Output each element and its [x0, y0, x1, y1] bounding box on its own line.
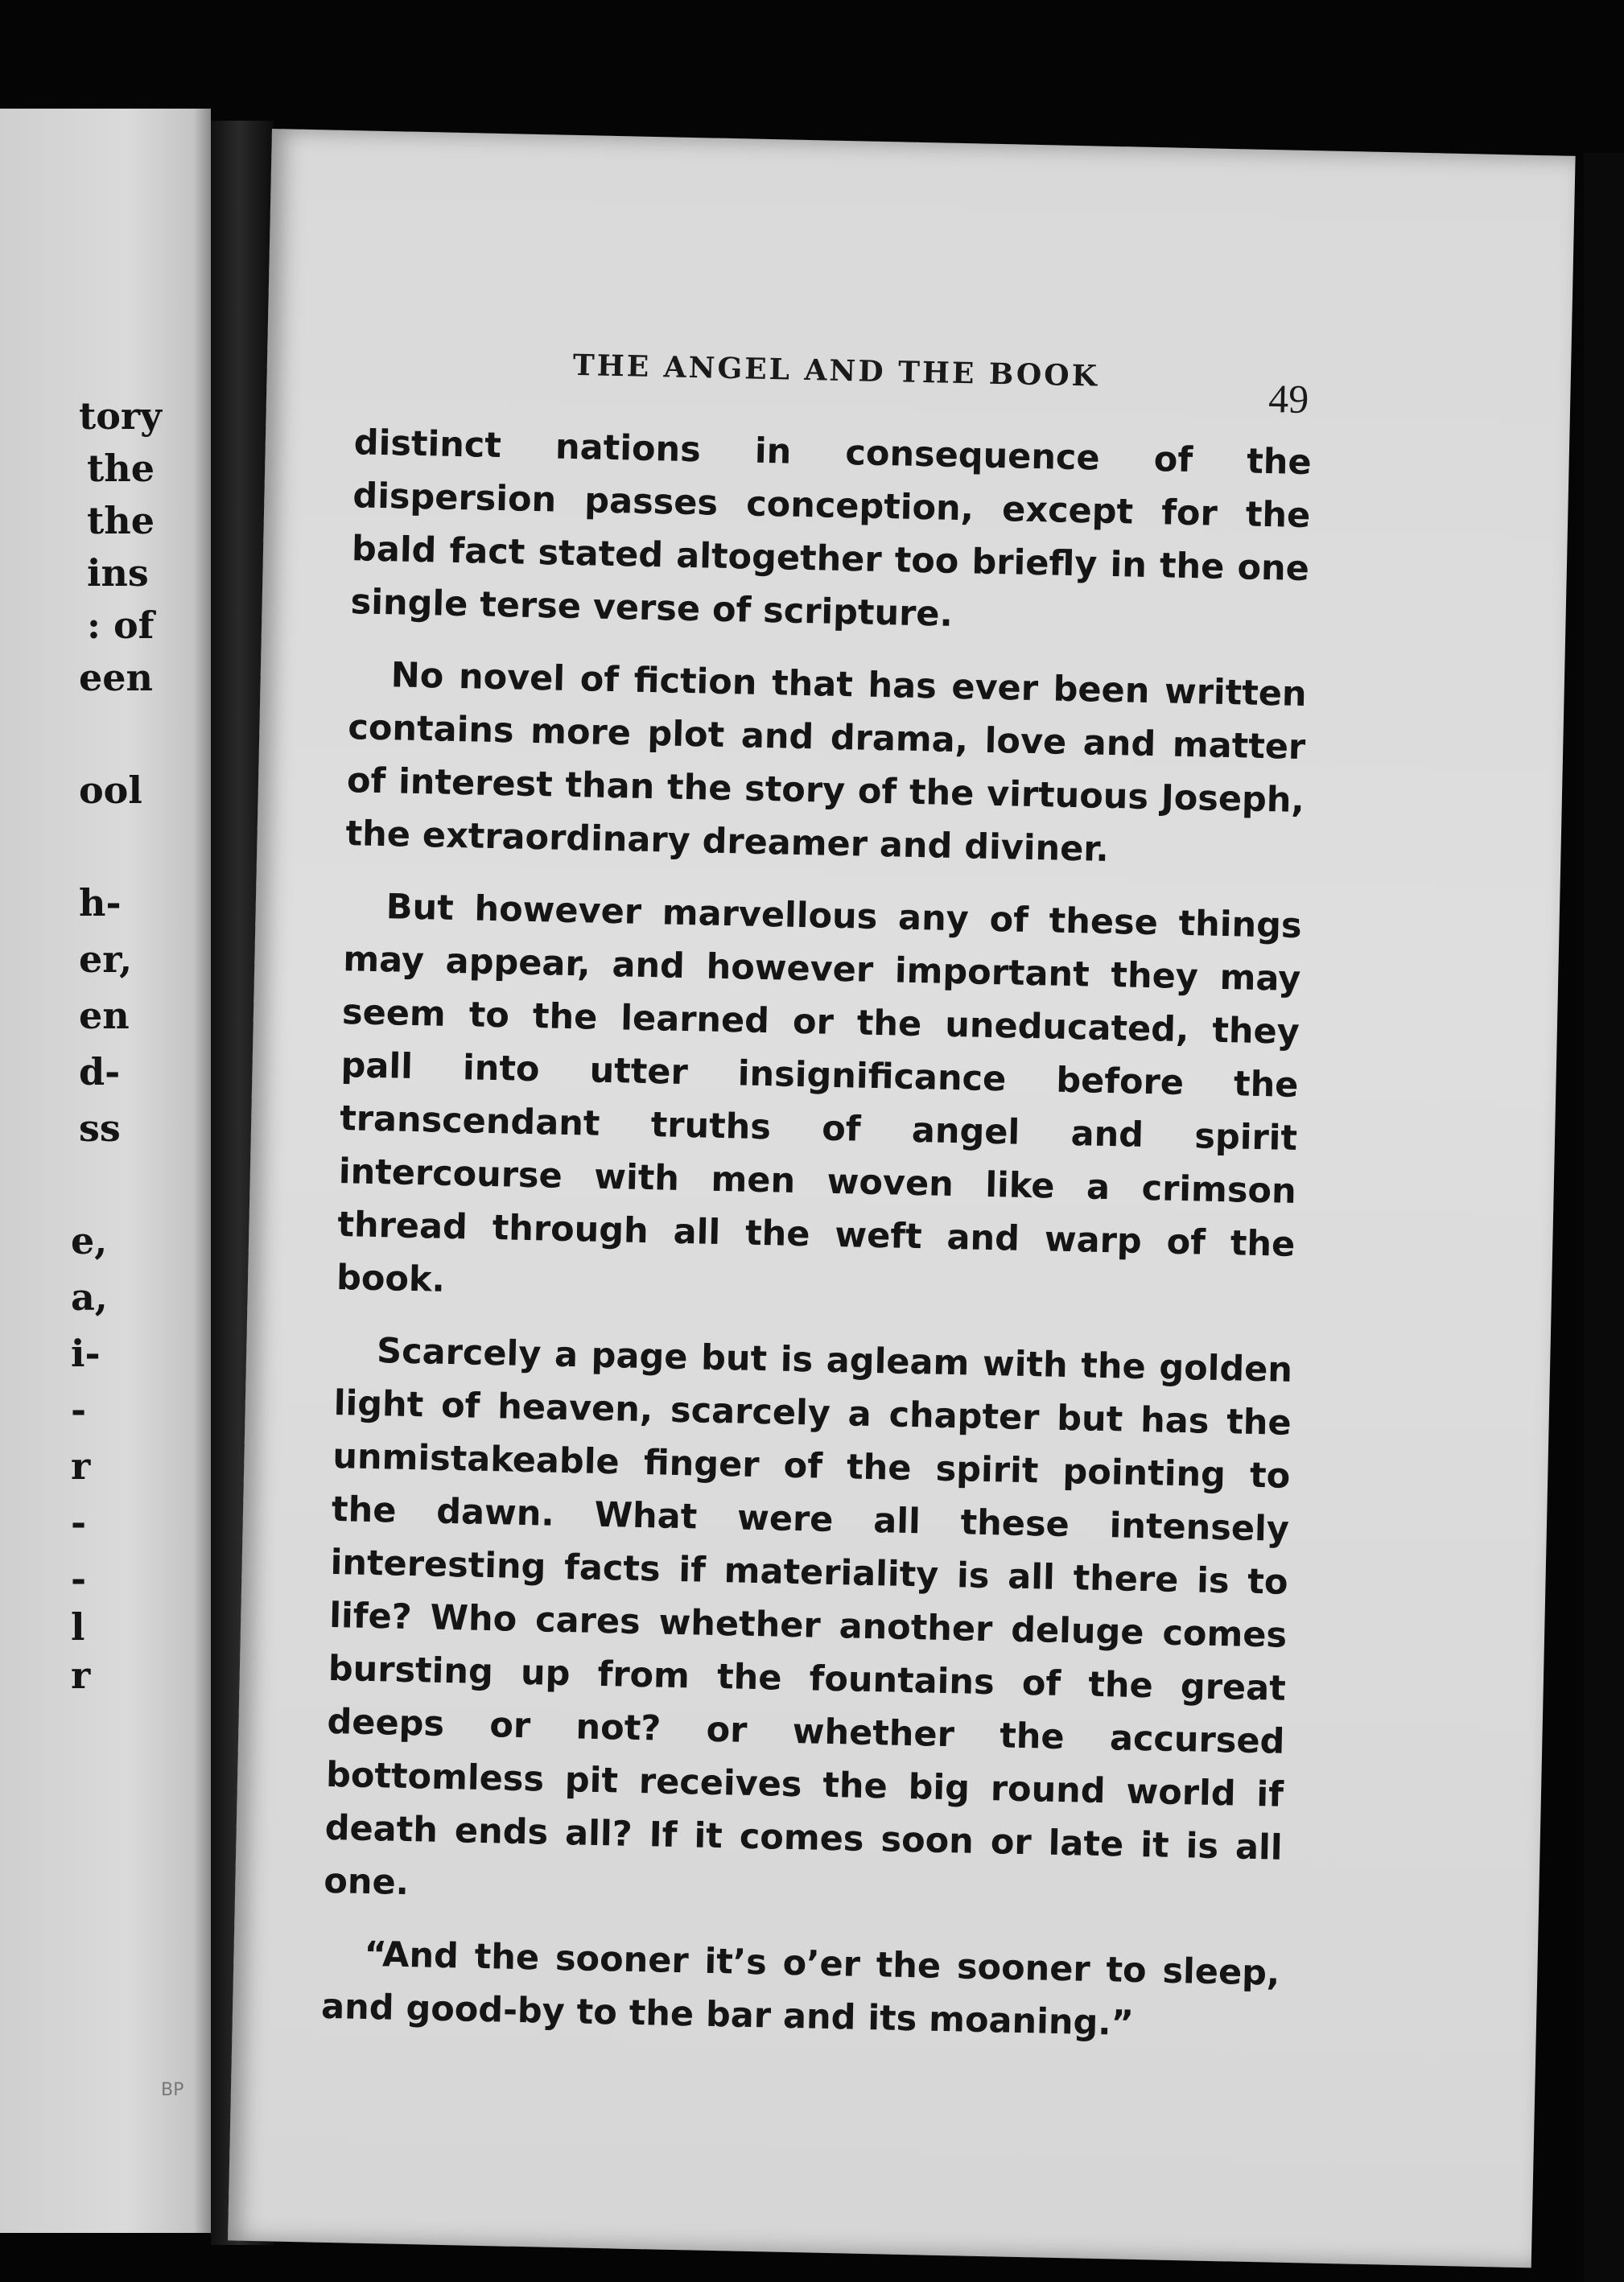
page-body	[320, 416, 1312, 2072]
gutter-mark: BP	[161, 2080, 184, 2100]
paragraph: No novel of fiction that has ever been written contains more plot and drama, love and matter of interest than the story of the virtuous Joseph, the extraordinary dreamer and diviner.	[345, 655, 1308, 870]
previous-page-line: ss	[79, 1106, 121, 1150]
running-head: THE ANGEL AND THE BOOK	[572, 348, 1100, 393]
previous-page-line: r	[71, 1444, 91, 1488]
current-page	[228, 129, 1576, 2268]
previous-page	[0, 109, 211, 2233]
previous-page-line: d-	[79, 1050, 121, 1094]
paragraph: distinct nations in consequence of the dispersion passes conception, except for the bald fact stated altogether too briefly in the one single terse verse of scripture.	[350, 422, 1313, 635]
scan-border	[1584, 153, 1624, 2282]
previous-page-line: ool	[79, 768, 142, 812]
previous-page-line: -	[71, 1501, 87, 1544]
previous-page-line: en	[79, 994, 130, 1037]
previous-page-line: h-	[79, 881, 122, 925]
paragraph: But however marvellous any of these things may appear, and however important they may seem to the learned or the uneducated, they pall into utter insignificance before the transcendant truths of angel and spirit intercourse with men woven like a crimson thread through all the weft and warp of the book.	[336, 887, 1303, 1300]
closing-quotation: “And the sooner it’s o’er the sooner to sleep, and good-by to the bar and its moaning.”	[320, 1934, 1280, 2044]
previous-page-line: ins	[87, 551, 149, 595]
previous-page-line: the	[87, 447, 155, 490]
page-number: 49	[1267, 376, 1309, 422]
previous-page-line: e,	[71, 1219, 108, 1263]
previous-page-line: r	[71, 1654, 91, 1697]
previous-page-line: er,	[79, 937, 133, 981]
previous-page-line: l	[71, 1605, 85, 1649]
previous-page-line: i-	[71, 1332, 101, 1375]
previous-page-line: -	[71, 1557, 87, 1600]
previous-page-line: tory	[79, 394, 162, 438]
paragraph: Scarcely a page but is agleam with the golden light of heaven, scarcely a chapter but has the unmistakeable finger of the spirit pointing to the dawn. What were all these intensely interesting facts if materiality is all there is to life? Who cares whether another deluge comes bursting up from the fountains of the great deeps or not? or whether the accursed bottomless pit receives the big round world if death ends all? If it comes soon or late it is all one.	[323, 1331, 1293, 1904]
previous-page-line: een	[79, 656, 153, 699]
previous-page-line: a,	[71, 1275, 108, 1319]
previous-page-line: -	[71, 1388, 87, 1431]
previous-page-line: : of	[87, 603, 155, 647]
previous-page-line: the	[87, 499, 155, 542]
